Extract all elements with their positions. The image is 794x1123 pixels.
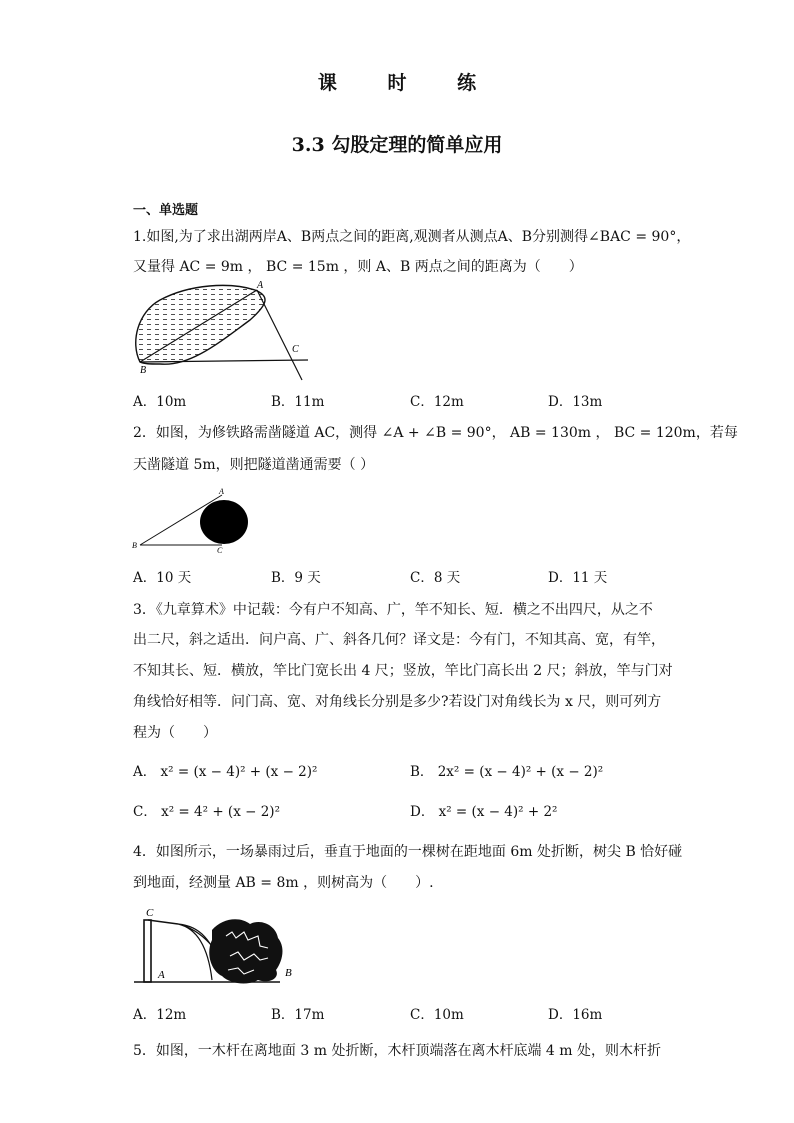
q3-text-line2: 出二尺，斜之适出．问户高、广、斜各几何？译文是：今有门，不知其高、宽，有竿，: [133, 632, 665, 648]
label-c: C: [146, 907, 154, 919]
q1-option-b[interactable]: B．11m: [271, 394, 325, 410]
q2-text-line2: 天凿隧道 5m，则把隧道凿通需要（ ）: [133, 457, 375, 473]
label-c: C: [217, 546, 223, 555]
q2-option-c[interactable]: C．8 天: [410, 570, 461, 586]
label-b: B: [285, 967, 292, 979]
q2-option-a[interactable]: A．10 天: [133, 570, 192, 586]
q1-lake-figure: [130, 282, 320, 382]
q1-option-c[interactable]: C．12m: [410, 394, 464, 410]
section-heading: 一、单选题: [133, 203, 199, 218]
q4-option-d[interactable]: D．16m: [548, 1007, 603, 1023]
q4-option-a[interactable]: A．12m: [133, 1007, 187, 1023]
q3-option-a[interactable]: A． x² = (x − 4)² + (x − 2)²: [133, 764, 318, 780]
segment-ac: [257, 290, 302, 380]
q3-option-c[interactable]: C． x² = 4² + (x − 2)²: [133, 804, 280, 820]
label-a: A: [219, 487, 224, 496]
q4-text-line2: 到地面，经测量 AB = 8m ，则树高为（ ）.: [133, 875, 434, 891]
q3-text-line5: 程为（ ）: [133, 725, 217, 741]
q2-option-d[interactable]: D．11 天: [548, 570, 608, 586]
trunk-break: [148, 920, 178, 924]
q4-option-c[interactable]: C．10m: [410, 1007, 464, 1023]
q1-option-d[interactable]: D．13m: [548, 394, 603, 410]
q4-text-line1: 4．如图所示，一场暴雨过后，垂直于地面的一棵树在距地面 6m 处折断，树尖 B 恰好碰: [133, 844, 683, 860]
q1-option-a[interactable]: A．10m: [133, 394, 187, 410]
q4-option-b[interactable]: B．17m: [271, 1007, 325, 1023]
q1-text-line1: 1.如图,为了求出湖两岸A、B两点之间的距离,观测者从测点A、B分别测得∠BAC = 90°，: [133, 229, 691, 245]
label-a: A: [158, 969, 165, 981]
label-b: B: [132, 541, 137, 550]
label-c: C: [292, 344, 299, 355]
lesson-title: 3.3 勾股定理的简单应用: [291, 134, 503, 156]
q3-text-line3: 不知其长、短．横放，竿比门宽长出 4 尺；竖放，竿比门高长出 2 尺；斜放，竿与门对: [133, 663, 673, 679]
q2-text-line1: 2．如图，为修铁路需凿隧道 AC，测得 ∠A + ∠B = 90°， AB = 130m ， BC = 120m，若每: [133, 425, 738, 441]
q3-option-d[interactable]: D． x² = (x − 4)² + 2²: [410, 804, 558, 820]
q3-text-line4: 角线恰好相等．问门高、宽、对角线长分别是多少?若设门对角线长为 x 尺，则可列方: [133, 694, 662, 710]
q2-option-b[interactable]: B．9 天: [271, 570, 321, 586]
q3-text-line1: 3．《九章算术》中记载：今有户不知高、广，竿不知长、短．横之不出四尺，从之不: [133, 602, 653, 618]
q3-option-b[interactable]: B． 2x² = (x − 4)² + (x − 2)²: [410, 764, 604, 780]
q1-text-line2: 又量得 AC = 9m ， BC = 15m ，则 A、B 两点之间的距离为（ ）: [133, 259, 583, 275]
hill-shape: [200, 500, 248, 544]
q5-text-line1: 5．如图，一木杆在离地面 3 m 处折断，木杆顶端落在离木杆底端 4 m 处，则木杆折: [133, 1043, 661, 1059]
worksheet-title: 课 时 练: [317, 72, 499, 94]
q2-tunnel-figure: [130, 485, 260, 555]
tree-trunk: [144, 920, 151, 982]
label-b: B: [140, 365, 147, 376]
label-a: A: [257, 280, 264, 291]
q4-broken-tree-figure: [130, 900, 300, 990]
